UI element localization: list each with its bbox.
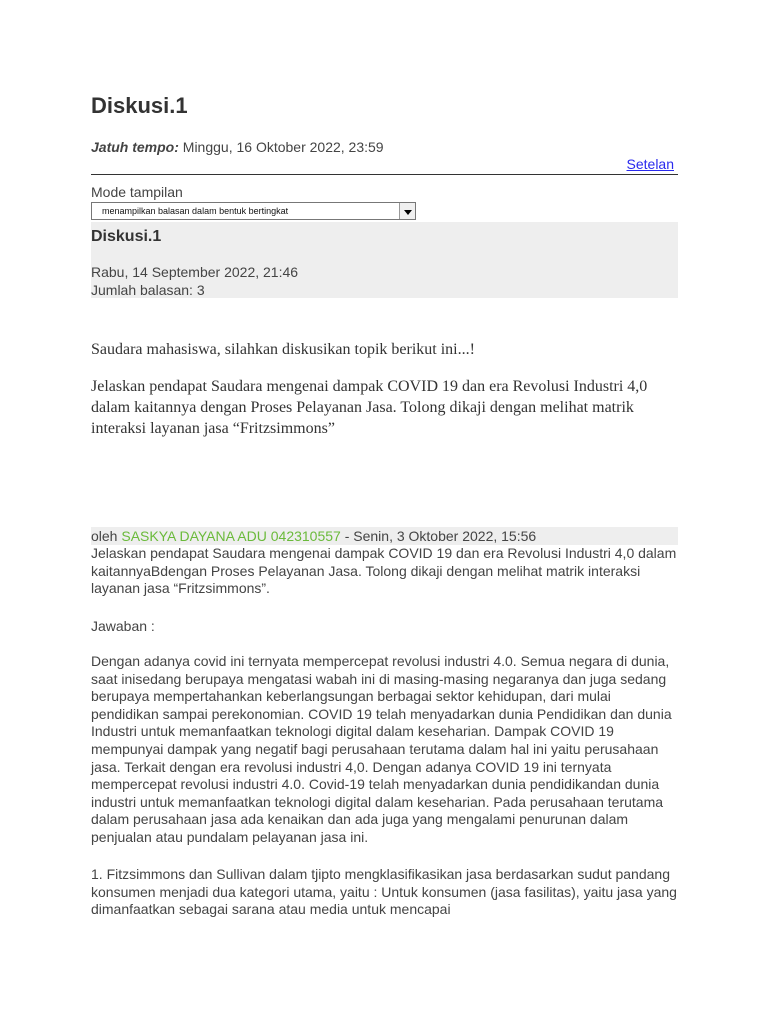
reply-author-link[interactable]: SASKYA DAYANA ADU 042310557 bbox=[121, 528, 341, 544]
reply-date: - Senin, 3 Oktober 2022, 15:56 bbox=[340, 528, 537, 544]
answer-label: Jawaban : bbox=[91, 618, 155, 634]
display-mode-selected: menampilkan balasan dalam bentuk bertingkat bbox=[102, 206, 289, 216]
topic-title: Diskusi.1 bbox=[91, 228, 162, 245]
due-label: Jatuh tempo: bbox=[91, 139, 179, 155]
due-date bbox=[91, 139, 384, 155]
settings-bar bbox=[91, 156, 678, 175]
topic-header bbox=[91, 222, 678, 298]
answer-paragraph-1: Dengan adanya covid ini ternyata mempercepat revolusi industri 4.0. Semua negara di dunia, saat inisedang berupaya mengatasi wabah ini di masing-masing negaranya dan juga sedang berupaya mempertahankan keberlangsungan berbagai sektor kehidupan, dari mulai pendidikan sampai perekonomian. COVID 19 telah menyadarkan dunia Pendidikan dan dunia Industri untuk memanfaatkan teknologi digital dalam keseharian. Dampak COVID 19 mempunyai dampak yang negatif bagi perusahaan terutama dalam hal ini yaitu perusahaan jasa. Terkait dengan era revolusi industri 4,0. Dengan adanya COVID 19 ini ternyata mempercepat revolusi industri 4.0. Covid-19 telah menyadarkan dunia pendidikandan dunia industri untuk memanfaatkan teknologi digital dalam keseharian. Pada perusahaan terutama dalam perusahaan jasa ada kenaikan dan ada juga yang mengalami penurunan dalam penjualan atau pundalam pelayanan jasa ini. bbox=[91, 653, 672, 845]
display-mode-label: Mode tampilan bbox=[91, 184, 183, 200]
settings-link[interactable]: Setelan bbox=[626, 156, 674, 172]
answer-paragraph-2: 1. Fitzsimmons dan Sullivan dalam tjipto mengklasifikasikan jasa berdasarkan sudut pandang konsumen menjadi dua kategori utama, yaitu : Untuk konsumen (jasa fasilitas), yaitu jasa yang dimanfaatkan sebagai sarana atau media untuk mencapai bbox=[91, 866, 677, 918]
chevron-down-icon[interactable] bbox=[399, 203, 415, 219]
page-title: Diskusi.1 bbox=[91, 93, 188, 118]
due-value: Minggu, 16 Oktober 2022, 23:59 bbox=[178, 139, 384, 155]
topic-paragraph-1: Saudara mahasiswa, silahkan diskusikan topik berikut ini...! bbox=[91, 341, 475, 358]
topic-date: Rabu, 14 September 2022, 21:46 bbox=[91, 264, 299, 280]
reply-count: Jumlah balasan: 3 bbox=[91, 282, 205, 298]
byline-prefix: oleh bbox=[91, 528, 122, 544]
reply-byline bbox=[91, 527, 678, 545]
topic-paragraph-2: Jelaskan pendapat Saudara mengenai dampak COVID 19 dan era Revolusi Industri 4,0 dalam kaitannya dengan Proses Pelayanan Jasa. Tolong dikaji dengan melihat matrik interaksi layanan jasa “Fritzsimmons” bbox=[91, 378, 648, 437]
reply-question: Jelaskan pendapat Saudara mengenai dampak COVID 19 dan era Revolusi Industri 4,0 dalam kaitannyaBdengan Proses Pelayanan Jasa. Tolong dikaji dengan melihat matrik interaksi layanan jasa “Fritzsimmons”. bbox=[91, 545, 677, 597]
display-mode-select[interactable] bbox=[91, 202, 416, 220]
